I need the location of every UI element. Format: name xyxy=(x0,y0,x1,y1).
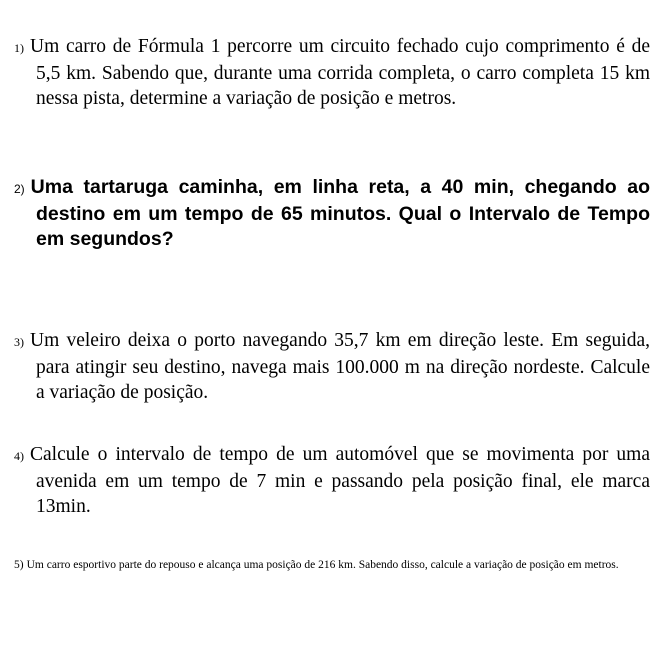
question-3-text: Um veleiro deixa o porto navegando 35,7 km em direção leste. Em seguida, para atingir seu destino, navega mais 100.000 m na direção nordeste. Calcule a variação de posição. xyxy=(30,330,650,403)
question-3-number: 3) xyxy=(14,335,24,349)
question-5-text: Um carro esportivo parte do repouso e alcança uma posição de 216 km. Sabendo disso, calcule a variação de posição em metros. xyxy=(26,559,619,571)
question-1-text: Um carro de Fórmula 1 percorre um circuito fechado cujo comprimento é de 5,5 km. Sabendo que, durante uma corrida completa, o carro completa 15 km nessa pista, determine a variação de posição e metros. xyxy=(30,36,650,109)
question-1 xyxy=(14,34,650,111)
question-2-text: Uma tartaruga caminha, em linha reta, a 40 min, chegando ao destino em um tempo de 65 minutos. Qual o Intervalo de Tempo em segundos? xyxy=(30,176,650,250)
question-4 xyxy=(14,442,650,519)
question-2 xyxy=(14,175,650,252)
question-2-number: 2) xyxy=(14,182,25,196)
question-3 xyxy=(14,328,650,405)
question-4-text: Calcule o intervalo de tempo de um automóvel que se movimenta por uma avenida em um tempo de 7 min e passando pela posição final, ele marca 13min. xyxy=(30,444,650,517)
question-5-number: 5) xyxy=(14,559,24,571)
question-4-number: 4) xyxy=(14,449,24,463)
question-1-number: 1) xyxy=(14,41,24,55)
question-5 xyxy=(14,558,650,572)
